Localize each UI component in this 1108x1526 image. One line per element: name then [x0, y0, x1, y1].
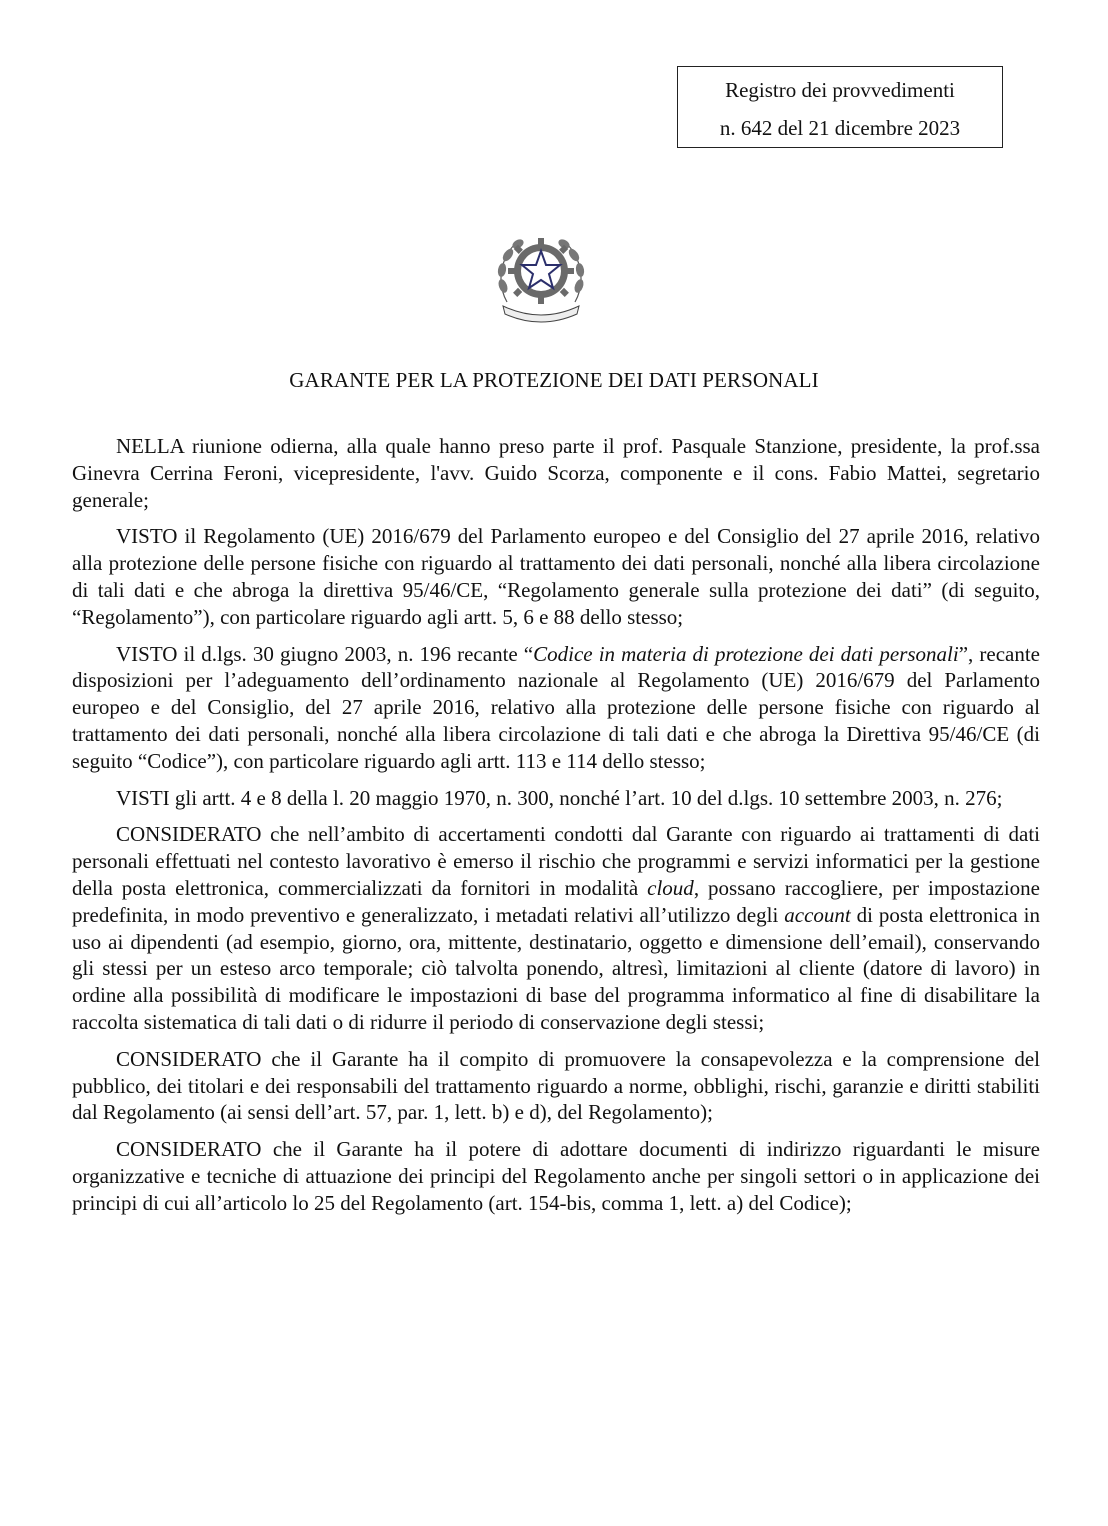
register-number: n. 642 del 21 dicembre 2023 [719, 116, 961, 140]
paragraph-considerato-compito: CONSIDERATO che il Garante ha il compito di promuovere la consapevolezza e la comprensione del pubblico, dei titolari e dei responsabili del trattamento riguardo a norme, obblighi, rischi, garanzie e diritti stabiliti dal Regolamento (ai sensi dell’art. 57, par. 1, lett. b) e d), del Regolamento); [72, 1046, 1040, 1125]
register-title: Registro dei provvedimenti [725, 78, 955, 102]
document-body [72, 433, 1040, 1227]
paragraph-visto-regolamento: VISTO il Regolamento (UE) 2016/679 del Parlamento europeo e del Consiglio del 27 aprile 2016, relativo alla protezione delle persone fisiche con riguardo al trattamento dei dati personali, nonché alla libera circolazione di tali dati e che abroga la direttiva 95/46/CE, “Regolamento generale sulla protezione dei dati” (di seguito, “Regolamento”), con particolare riguardo agli artt. 5, 6 e 88 dello stesso; [72, 524, 1040, 629]
text-segment: ”, recante disposizioni per l’adeguamento dell’ordinamento nazionale al Regolamento (UE) 2016/679 del Parlamento europeo e del Consiglio, del 27 aprile 2016, relativo alla protezione delle persone fisiche con riguardo al trattamento dei dati personali, nonché alla libera circolazione di tali dati e che abroga la Direttiva 95/46/CE (di seguito “Codice”), con particolare riguardo agli artt. 113 e 114 dello stesso; [72, 641, 1040, 773]
paragraph-nella-riunione: NELLA riunione odierna, alla quale hanno preso parte il prof. Pasquale Stanzione, presidente, la prof.ssa Ginevra Cerrina Feroni, vicepresidente, l'avv. Guido Scorza, componente e il cons. Fabio Mattei, segretario generale; [72, 434, 1040, 512]
italic-segment: cloud [647, 875, 694, 900]
text-segment: CONSIDERATO che nell’ambito di accertamenti condotti dal Garante con riguardo ai trattamenti di dati personali effettuati nel contesto lavorativo è emerso il rischio che programmi e servizi informatici per la gestione della posta elettronica, commercializzati da fornitori in modalità [72, 822, 1040, 900]
text-segment: VISTO il d.lgs. 30 giugno 2003, n. 196 recante “ [116, 641, 534, 666]
paragraph-considerato-potere: CONSIDERATO che il Garante ha il potere di adottare documenti di indirizzo riguardanti le misure organizzative e tecniche di attuazione dei principi del Regolamento anche per singoli settori o in applicazione dei principi di cui all’articolo lo 25 del Regolamento (art. 154-bis, comma 1, lett. a) del Codice); [72, 1137, 1040, 1215]
text-segment: di posta elettronica in uso ai dipendenti (ad esempio, giorno, ora, mittente, destinatario, oggetto e dimensione dell’email), conservando gli stessi per un esteso arco temporale; ciò talvolta ponendo, altresì, limitazioni al cliente (datore di lavoro) in ordine alla possibilità di modificare le impostazioni di base del programma informatico al fine di disabilitare la raccolta sistematica di tali dati o di ridurre il periodo di conservazione degli stessi; [72, 902, 1040, 1034]
register-box [677, 66, 1003, 148]
italic-segment: account [784, 902, 851, 927]
paragraph-visti-artt: VISTI gli artt. 4 e 8 della l. 20 maggio 1970, n. 300, nonché l’art. 10 del d.lgs. 10 settembre 2003, n. 276; [116, 785, 1003, 810]
authority-title: GARANTE PER LA PROTEZIONE DEI DATI PERSONALI [289, 368, 819, 392]
emblem-of-italy-icon [489, 224, 593, 328]
paragraph-visto-codice [72, 641, 1040, 775]
italic-segment: Codice in materia di protezione dei dati personali [533, 641, 959, 666]
text-segment: , possano raccogliere, per impostazione predefinita, in modo preventivo e generalizzato, i metadati relativi all’utilizzo degli [72, 875, 1040, 927]
paragraph-considerato-rischio [72, 821, 1040, 1035]
